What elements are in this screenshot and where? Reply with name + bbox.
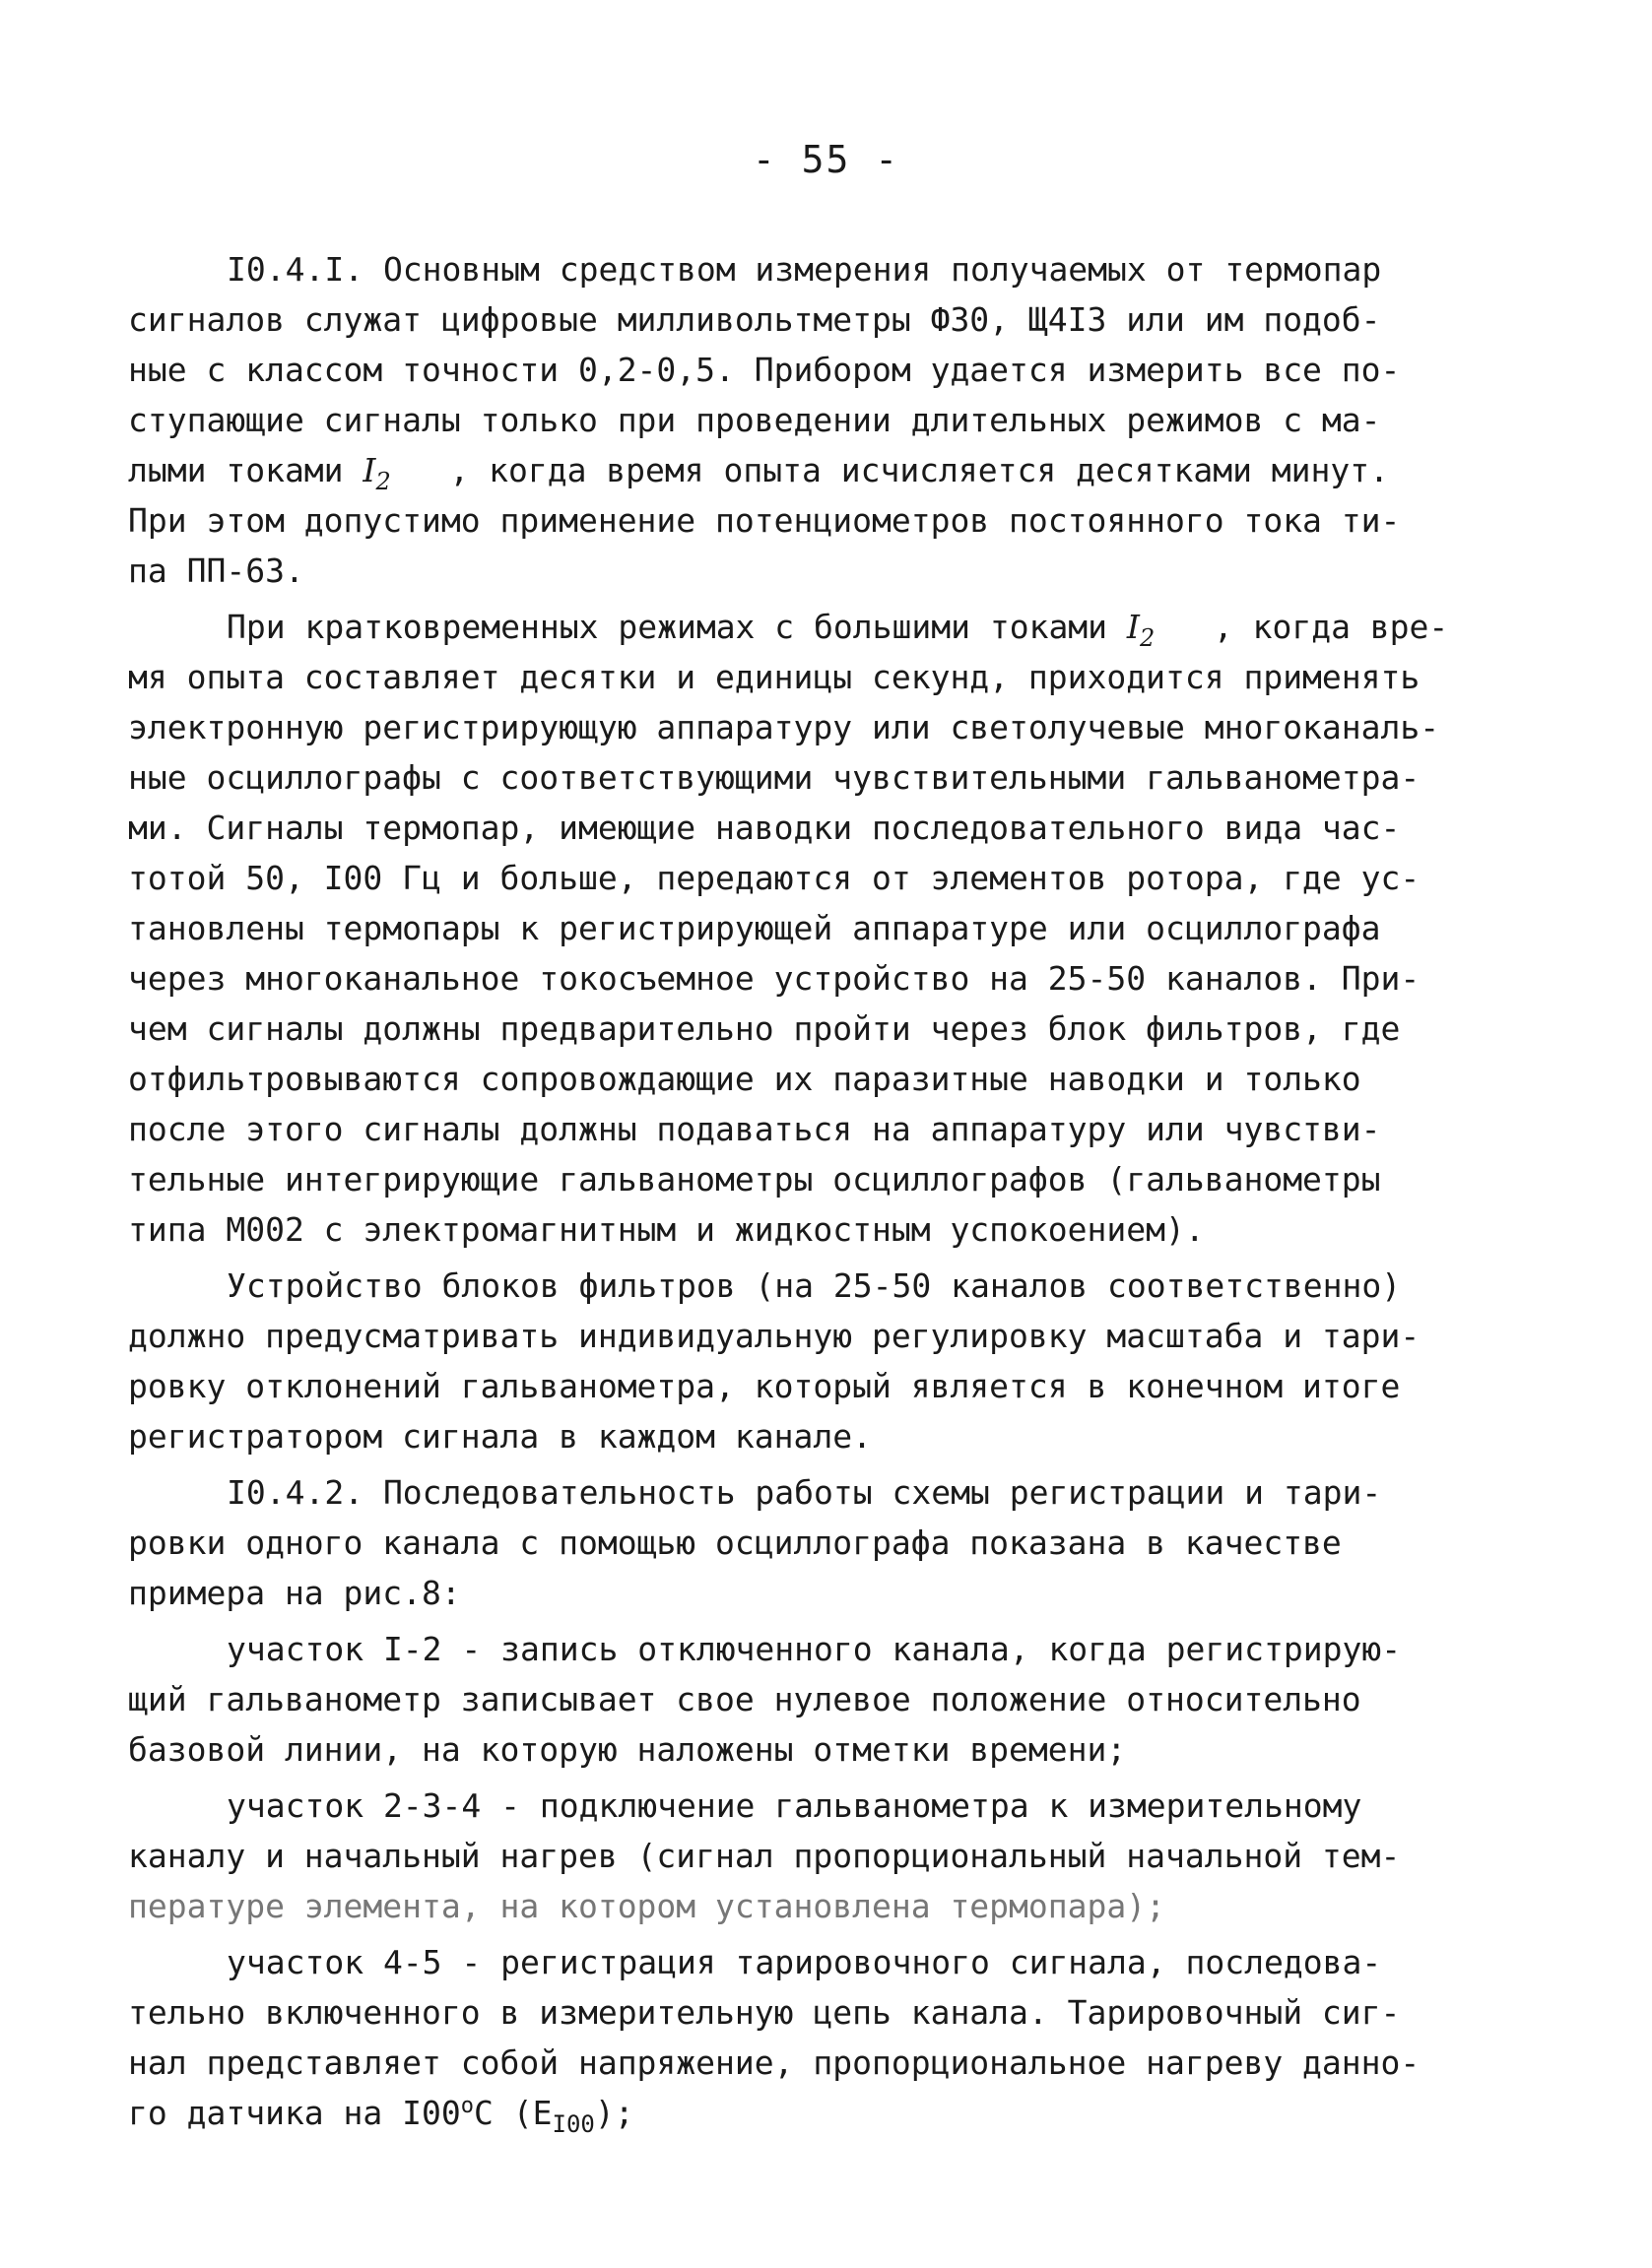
current-symbol: $I_2$ — [363, 451, 391, 495]
text-line: должно предусматривать индивидуальную регулировку масштаба и тари- — [128, 1317, 1421, 1355]
text-fragment: лыми токами — [128, 451, 344, 489]
text-line: Устройство блоков фильтров (на 25-50 каналов соответственно) — [227, 1266, 1402, 1305]
paragraph-short-modes — [128, 602, 1507, 1255]
text-line: го датчика на I00$^o$C $(E_{I00})$; — [128, 2094, 634, 2138]
text-line: регистратором сигнала в каждом канале. — [128, 1417, 872, 1456]
current-symbol: $I_2$ — [1126, 608, 1156, 652]
text-line: сигналов служат цифровые милливольтметры Ф30, Щ4I3 или им подоб- — [128, 300, 1381, 339]
text-line: ми. Сигналы термопар, имеющие наводки последовательного вида час- — [128, 809, 1401, 847]
text-line — [128, 445, 1507, 495]
text-line: каналу и начальный нагрев (сигнал пропорциональный начальной тем- — [128, 1837, 1401, 1875]
paragraph-segment-1-2 — [128, 1624, 1507, 1775]
text-line: мя опыта составляет десятки и единицы секунд, приходится применять — [128, 658, 1421, 696]
text-line — [128, 602, 1507, 652]
text-line: чем сигналы должны предварительно пройти через блок фильтров, где — [128, 1009, 1401, 1048]
text-line: участок 2-3-4 - подключение гальванометра к измерительному — [227, 1786, 1362, 1825]
text-line: отфильтровываются сопровождающие их паразитные наводки и только — [128, 1060, 1361, 1098]
text-line: ступающие сигналы только при проведении длительных режимов с ма- — [128, 401, 1381, 439]
text-line: нал представляет собой напряжение, пропорциональное нагреву данно- — [128, 2043, 1421, 2082]
text-line: тановлены термопары к регистрирующей аппаратуре или осциллографа — [128, 909, 1381, 947]
text-line: ные осциллографы с соответствующими чувствительными гальванометра- — [128, 758, 1421, 797]
paragraph-filter-blocks — [128, 1261, 1507, 1461]
page-number: - 55 - — [752, 138, 900, 181]
text-line: ные с классом точности 0,2-0,5. Прибором удается измерить все по- — [128, 351, 1401, 389]
text-line: базовой линии, на которую наложены отметки времени; — [128, 1730, 1127, 1769]
text-line: При этом допустимо применение потенциометров постоянного тока ти- — [128, 501, 1401, 540]
text-fragment: , когда вре- — [1213, 608, 1449, 646]
paragraph-10-4-1 — [128, 244, 1507, 596]
text-line: электронную регистрирующую аппаратуру или светолучевые многоканаль- — [128, 708, 1440, 746]
text-line: I0.4.I. Основным средством измерения получаемых от термопар — [227, 250, 1382, 289]
emf-symbol: $E_{I00}$ — [532, 2094, 595, 2138]
paragraph-segment-2-3-4 — [128, 1781, 1507, 1931]
text-line: примера на рис.8: — [128, 1574, 461, 1612]
text-fragment: го датчика на I00 — [128, 2094, 461, 2132]
paragraph-10-4-2 — [128, 1467, 1507, 1618]
text-line: участок I-2 - запись отключенного канала, когда регистрирую- — [227, 1630, 1402, 1668]
text-line: тотой 50, I00 Гц и больше, передаются от элементов ротора, где ус- — [128, 859, 1421, 897]
text-line: ровку отклонений гальванометра, который является в конечном итоге — [128, 1367, 1401, 1405]
text-line: тельные интегрирующие гальванометры осциллографов (гальванометры — [128, 1160, 1381, 1199]
text-line: пературе элемента, на котором установлена термопара); — [128, 1887, 1165, 1925]
unit-celsius: C — [474, 2094, 494, 2132]
text-line: ровки одного канала с помощью осциллографа показана в качестве — [128, 1523, 1342, 1562]
document-body — [128, 244, 1507, 2138]
paragraph-segment-4-5 — [128, 1937, 1507, 2138]
text-fragment: , когда время опыта исчисляется десятками минут. — [449, 451, 1390, 489]
text-line: типа М002 с электромагнитным и жидкостным успокоением). — [128, 1210, 1205, 1249]
degree-sign: o — [460, 2094, 475, 2118]
text-line: после этого сигналы должны подаваться на аппаратуру или чувстви- — [128, 1110, 1381, 1148]
text-line: I0.4.2. Последовательность работы схемы регистрации и тари- — [227, 1473, 1382, 1512]
text-line: участок 4-5 - регистрация тарировочного сигнала, последова- — [227, 1943, 1382, 1981]
text-line: щий гальванометр записывает свое нулевое положение относительно — [128, 1680, 1361, 1718]
text-line: через многоканальное токосъемное устройство на 25-50 каналов. При- — [128, 959, 1421, 998]
text-line: па ПП-63. — [128, 551, 304, 590]
text-line: тельно включенного в измерительную цепь канала. Тарировочный сиг- — [128, 1993, 1401, 2032]
text-fragment: При кратковременных режимах с большими токами — [227, 608, 1108, 646]
